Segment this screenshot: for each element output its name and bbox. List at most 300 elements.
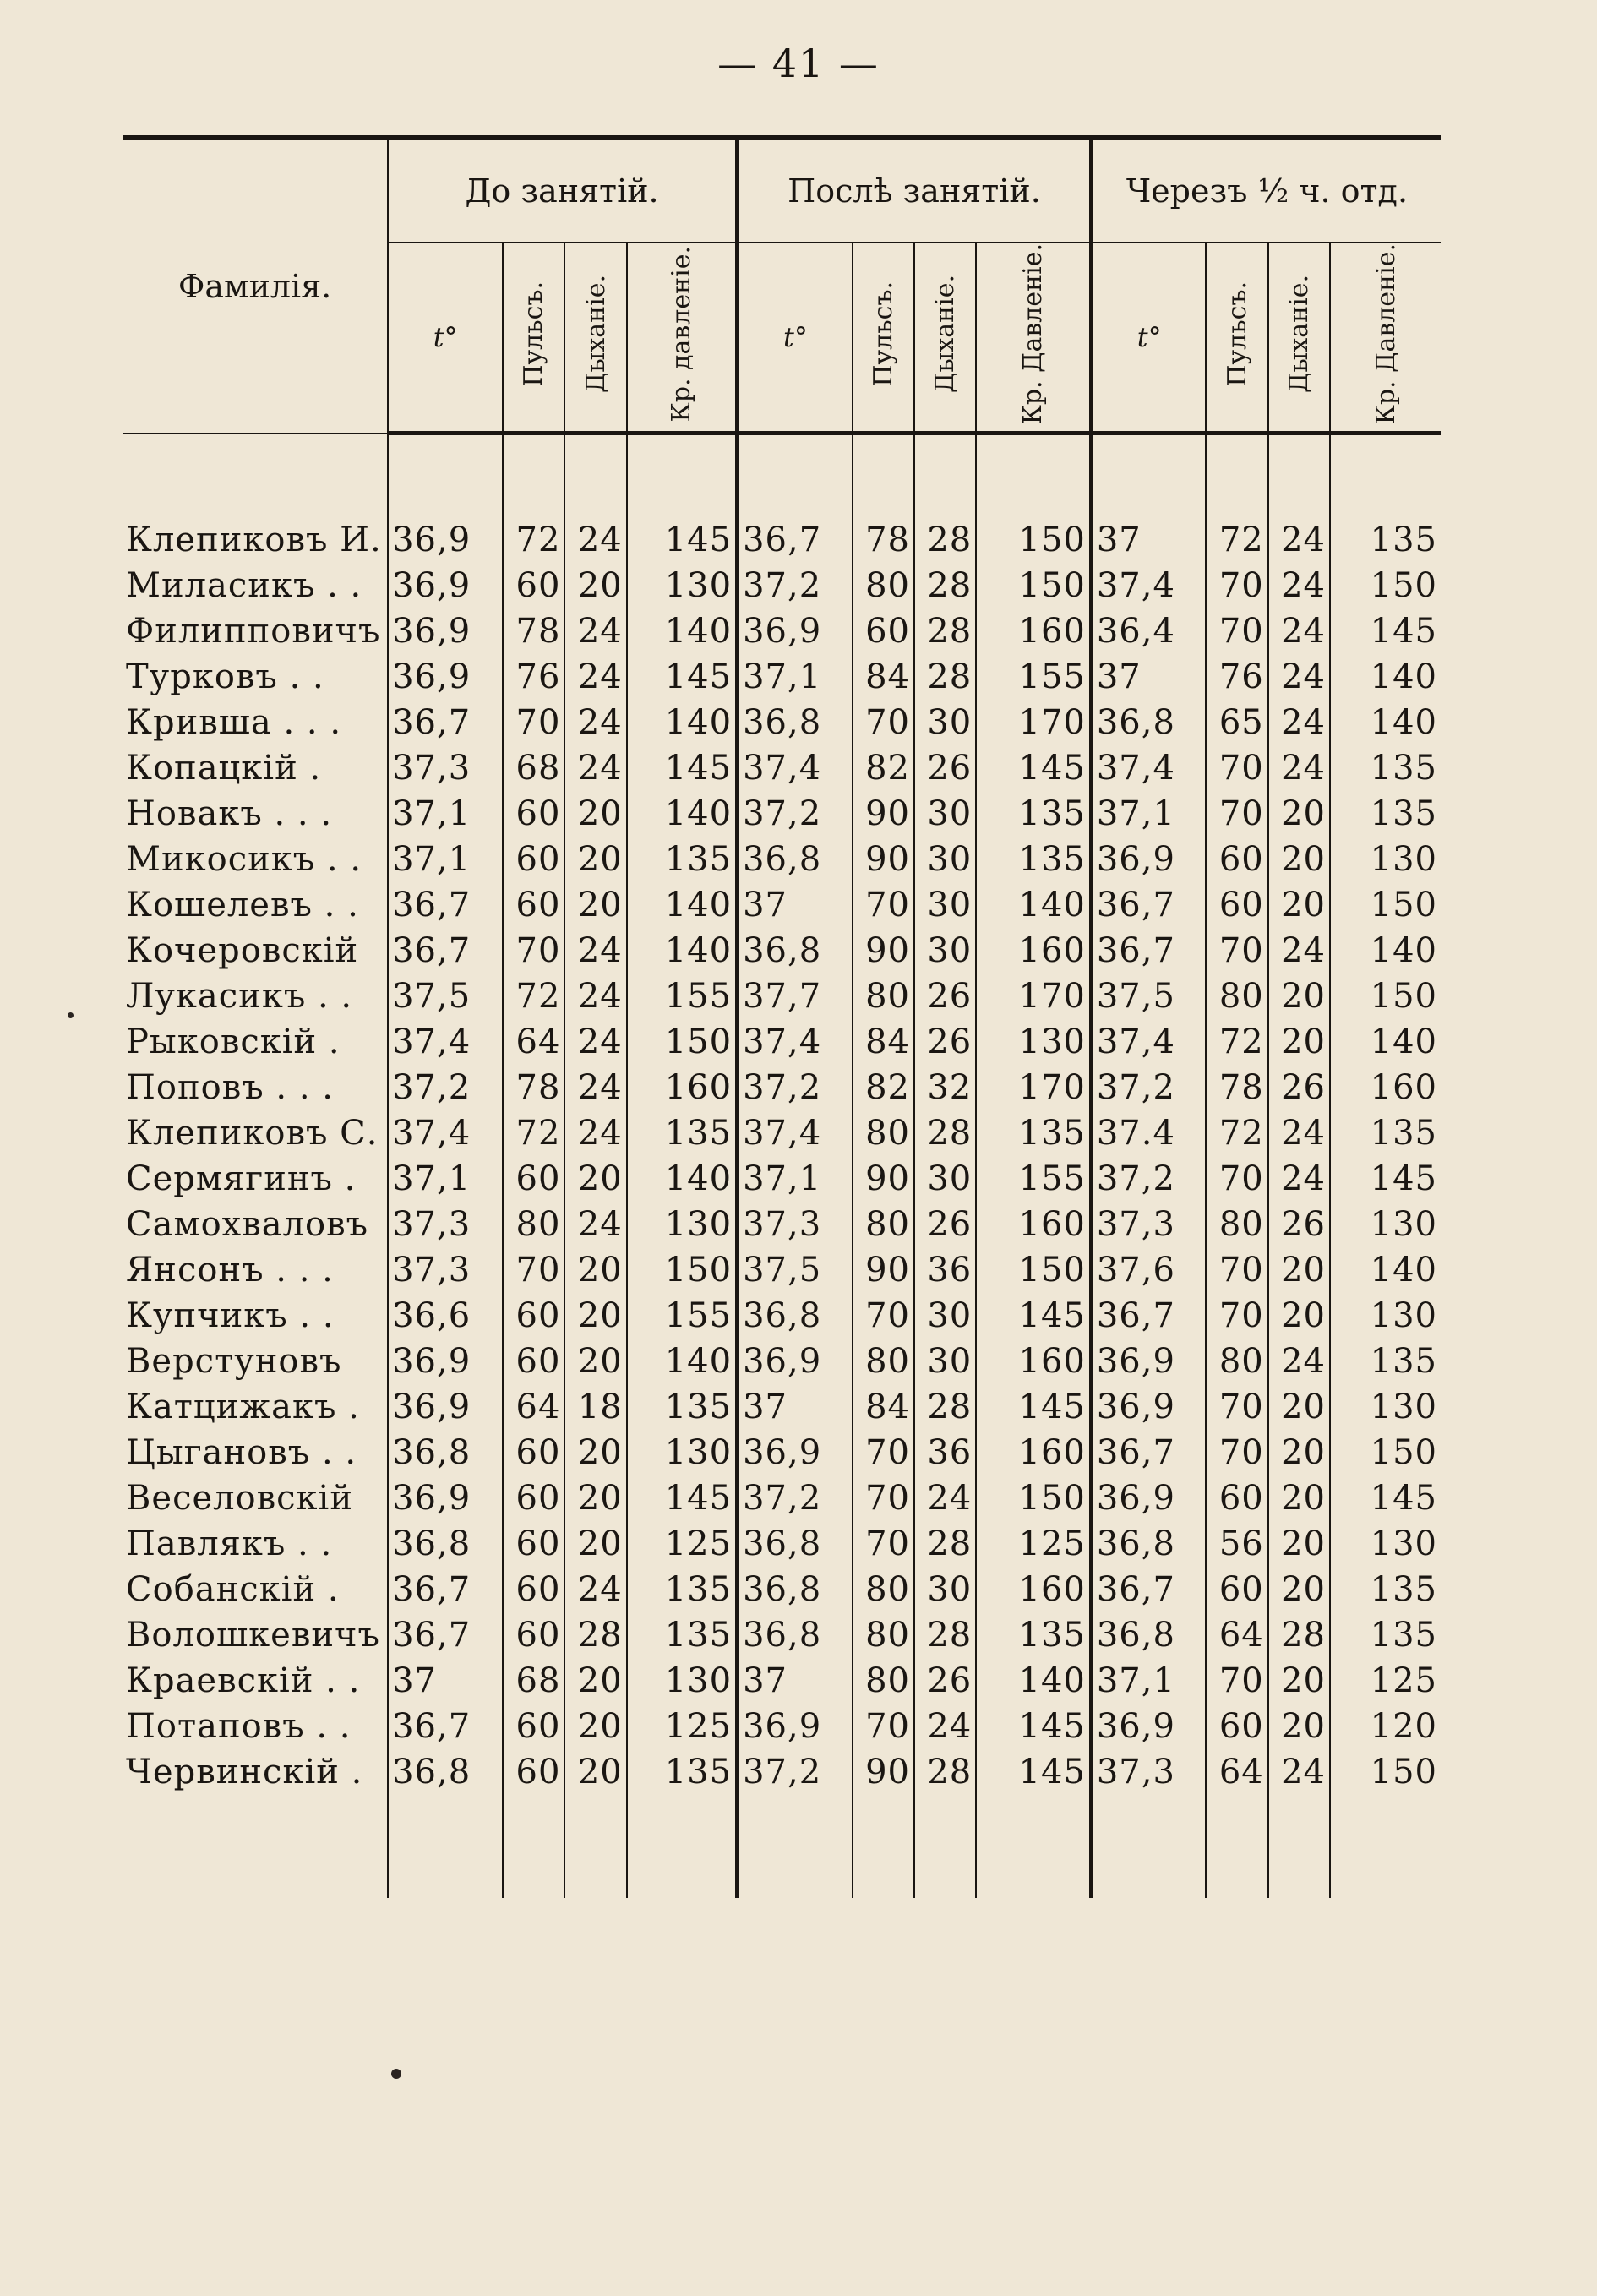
temp-after-cell: 36,9 <box>738 1704 853 1749</box>
pressure-rest-cell: 135 <box>1330 517 1441 563</box>
pressure-rest-cell: 150 <box>1330 563 1441 608</box>
pressure-after-cell: 150 <box>976 1247 1091 1293</box>
breath-after-cell: 28 <box>914 1521 976 1567</box>
surname-cell: Новакъ . . . <box>126 794 333 834</box>
ink-speck <box>68 1012 74 1018</box>
pressure-rest-cell: 135 <box>1330 791 1441 837</box>
breath-after-cell: 28 <box>914 517 976 563</box>
table-row <box>123 563 1441 608</box>
pulse-after-cell: 80 <box>853 1612 914 1658</box>
pulse-after-cell: 70 <box>853 700 914 745</box>
breath-after-cell: 28 <box>914 608 976 654</box>
temp-after-cell: 37 <box>738 1384 853 1430</box>
surname-cell: Верстуновъ <box>126 1342 342 1382</box>
pulse-rest-cell: 56 <box>1206 1521 1267 1567</box>
breath-rest-cell: 24 <box>1268 608 1330 654</box>
surname-cell: Краевскій . . <box>126 1661 361 1701</box>
temp-before-cell: 37,4 <box>388 1019 503 1065</box>
breath-before-cell: 20 <box>564 882 626 928</box>
breath-after-cell: 30 <box>914 791 976 837</box>
temp-rest-cell: 36,7 <box>1091 1430 1206 1475</box>
breath-after-cell: 28 <box>914 563 976 608</box>
after-exercise-header: Послѣ занятій. <box>738 138 1092 243</box>
temp-after-cell: 37,5 <box>738 1247 853 1293</box>
table-row <box>123 1567 1441 1612</box>
pressure-after-cell: 150 <box>976 563 1091 608</box>
pressure-before-cell: 140 <box>627 791 738 837</box>
pulse-after-cell: 82 <box>853 1065 914 1110</box>
breath-after-cell: 32 <box>914 1065 976 1110</box>
pressure-rest-cell: 150 <box>1330 1749 1441 1795</box>
temp-rest-cell: 37 <box>1091 517 1206 563</box>
table-row <box>123 973 1441 1019</box>
temp-after-cell: 36,8 <box>738 928 853 973</box>
surname-cell: Самохваловъ <box>126 1205 369 1245</box>
table-row <box>123 1247 1441 1293</box>
breath-after-cell: 30 <box>914 1567 976 1612</box>
pulse-after-cell: 80 <box>853 1658 914 1704</box>
temp-rest-cell: 37,4 <box>1091 745 1206 791</box>
pulse-before-cell: 72 <box>503 973 564 1019</box>
pulse-rest-cell: 70 <box>1206 608 1267 654</box>
breath-after-cell: 30 <box>914 1339 976 1384</box>
breath-rest-cell: 24 <box>1268 1749 1330 1795</box>
pressure-rest-cell: 140 <box>1330 654 1441 700</box>
temp-before-cell: 37,1 <box>388 837 503 882</box>
breath-before-cell: 24 <box>564 1202 626 1247</box>
temp-rest-cell: 36,7 <box>1091 882 1206 928</box>
pulse-after-cell: 90 <box>853 1156 914 1202</box>
pulse-after-cell: 80 <box>853 1567 914 1612</box>
breath-after-cell: 30 <box>914 882 976 928</box>
pulse-rest-cell: 70 <box>1206 791 1267 837</box>
breath-rest-cell: 20 <box>1268 1658 1330 1704</box>
surname-cell: Кошелевъ . . <box>126 886 359 925</box>
surname-cell: Клепиковъ И. <box>126 521 382 560</box>
pressure-before-cell: 125 <box>627 1521 738 1567</box>
surname-cell: Сермягинъ . <box>126 1159 357 1199</box>
pressure-header-after: Кр. Давленіе. <box>976 243 1091 434</box>
breath-before-cell: 24 <box>564 1019 626 1065</box>
breath-after-cell: 26 <box>914 745 976 791</box>
temp-before-cell: 37,5 <box>388 973 503 1019</box>
pulse-before-cell: 60 <box>503 1475 564 1521</box>
temp-before-cell: 36,9 <box>388 563 503 608</box>
surname-cell: Катцижакъ . <box>126 1388 360 1427</box>
temp-before-cell: 37,3 <box>388 1247 503 1293</box>
breath-before-cell: 20 <box>564 837 626 882</box>
temp-rest-cell: 37,2 <box>1091 1156 1206 1202</box>
surname-cell: Турковъ . . <box>126 657 324 697</box>
breath-before-cell: 20 <box>564 1704 626 1749</box>
surname-column-header: Фамилія. <box>123 138 388 434</box>
temp-after-cell: 37,7 <box>738 973 853 1019</box>
breath-rest-cell: 20 <box>1268 837 1330 882</box>
breath-header-rest: Дыханіе. <box>1268 243 1330 434</box>
pulse-rest-cell: 64 <box>1206 1612 1267 1658</box>
temp-before-cell: 36,7 <box>388 700 503 745</box>
temp-after-cell: 37,2 <box>738 1749 853 1795</box>
pressure-after-cell: 135 <box>976 1612 1091 1658</box>
pulse-rest-cell: 80 <box>1206 1202 1267 1247</box>
temp-after-cell: 37,2 <box>738 791 853 837</box>
breath-rest-cell: 24 <box>1268 1110 1330 1156</box>
breath-before-cell: 20 <box>564 563 626 608</box>
breath-rest-cell: 20 <box>1268 973 1330 1019</box>
breath-before-cell: 24 <box>564 1065 626 1110</box>
breath-after-cell: 28 <box>914 1110 976 1156</box>
pressure-after-cell: 170 <box>976 973 1091 1019</box>
breath-before-cell: 20 <box>564 1475 626 1521</box>
pressure-rest-cell: 150 <box>1330 1430 1441 1475</box>
pulse-rest-cell: 72 <box>1206 1019 1267 1065</box>
temp-before-cell: 36,7 <box>388 882 503 928</box>
pressure-before-cell: 140 <box>627 1339 738 1384</box>
temp-after-cell: 37,2 <box>738 563 853 608</box>
pressure-after-cell: 145 <box>976 1749 1091 1795</box>
pulse-rest-cell: 70 <box>1206 928 1267 973</box>
temp-rest-cell: 36,9 <box>1091 1704 1206 1749</box>
pulse-rest-cell: 60 <box>1206 1475 1267 1521</box>
page-number: — 41 — <box>717 41 880 86</box>
pressure-before-cell: 135 <box>627 1749 738 1795</box>
pulse-rest-cell: 60 <box>1206 1567 1267 1612</box>
pressure-rest-cell: 130 <box>1330 1521 1441 1567</box>
temp-rest-cell: 37,2 <box>1091 1065 1206 1110</box>
table-row <box>123 837 1441 882</box>
pulse-before-cell: 80 <box>503 1202 564 1247</box>
pulse-rest-cell: 72 <box>1206 517 1267 563</box>
temp-rest-cell: 37,3 <box>1091 1202 1206 1247</box>
pressure-after-cell: 150 <box>976 517 1091 563</box>
temp-after-cell: 37 <box>738 1658 853 1704</box>
breath-rest-cell: 20 <box>1268 1384 1330 1430</box>
surname-cell: Лукасикъ . . <box>126 977 353 1017</box>
pressure-after-cell: 135 <box>976 837 1091 882</box>
pressure-rest-cell: 135 <box>1330 1612 1441 1658</box>
breath-after-cell: 28 <box>914 654 976 700</box>
breath-after-cell: 36 <box>914 1430 976 1475</box>
table-row <box>123 1110 1441 1156</box>
pressure-before-cell: 125 <box>627 1704 738 1749</box>
ink-speck <box>391 2069 401 2079</box>
breath-after-cell: 30 <box>914 837 976 882</box>
table-row <box>123 1704 1441 1749</box>
pressure-before-cell: 140 <box>627 700 738 745</box>
table-row <box>123 517 1441 563</box>
temp-before-cell: 36,9 <box>388 654 503 700</box>
pulse-rest-cell: 70 <box>1206 1430 1267 1475</box>
pulse-before-cell: 64 <box>503 1019 564 1065</box>
pressure-after-cell: 145 <box>976 1704 1091 1749</box>
pressure-after-cell: 145 <box>976 1293 1091 1339</box>
temp-before-cell: 36,9 <box>388 517 503 563</box>
table-top-spacer <box>123 434 1441 518</box>
temp-rest-cell: 36,7 <box>1091 1567 1206 1612</box>
temp-before-cell: 36,9 <box>388 608 503 654</box>
pulse-rest-cell: 70 <box>1206 1156 1267 1202</box>
table-row <box>123 1749 1441 1795</box>
table-row <box>123 1521 1441 1567</box>
temp-before-cell: 36,7 <box>388 928 503 973</box>
pulse-before-cell: 60 <box>503 1430 564 1475</box>
pressure-after-cell: 130 <box>976 1019 1091 1065</box>
temp-rest-cell: 36,9 <box>1091 1339 1206 1384</box>
surname-cell: Цыгановъ . . <box>126 1433 357 1473</box>
pulse-header-before: Пульсъ. <box>503 243 564 434</box>
surname-cell: Веселовскій <box>126 1479 354 1519</box>
breath-rest-cell: 24 <box>1268 700 1330 745</box>
temp-rest-cell: 37 <box>1091 654 1206 700</box>
breath-header-before: Дыханіе. <box>564 243 626 434</box>
temp-header-rest: t° <box>1091 243 1206 434</box>
breath-rest-cell: 20 <box>1268 1567 1330 1612</box>
breath-rest-cell: 24 <box>1268 654 1330 700</box>
pulse-rest-cell: 65 <box>1206 700 1267 745</box>
pressure-before-cell: 135 <box>627 1567 738 1612</box>
pressure-after-cell: 160 <box>976 1339 1091 1384</box>
temp-after-cell: 37,4 <box>738 1110 853 1156</box>
pulse-before-cell: 72 <box>503 517 564 563</box>
table-row <box>123 745 1441 791</box>
surname-cell: Павлякъ . . <box>126 1524 333 1564</box>
temp-rest-cell: 36,7 <box>1091 928 1206 973</box>
breath-rest-cell: 20 <box>1268 1475 1330 1521</box>
pulse-after-cell: 90 <box>853 1247 914 1293</box>
temp-after-cell: 36,9 <box>738 608 853 654</box>
breath-header-after: Дыханіе. <box>914 243 976 434</box>
surname-cell: Миласикъ . . <box>126 566 362 606</box>
pulse-after-cell: 80 <box>853 973 914 1019</box>
breath-rest-cell: 24 <box>1268 517 1330 563</box>
temp-rest-cell: 36,8 <box>1091 1521 1206 1567</box>
temp-before-cell: 37,1 <box>388 791 503 837</box>
breath-rest-cell: 20 <box>1268 1247 1330 1293</box>
temp-before-cell: 36,9 <box>388 1384 503 1430</box>
breath-before-cell: 20 <box>564 1749 626 1795</box>
pulse-before-cell: 70 <box>503 700 564 745</box>
pressure-before-cell: 155 <box>627 973 738 1019</box>
pulse-rest-cell: 80 <box>1206 973 1267 1019</box>
pressure-header-before: Кр. давленіе. <box>627 243 738 434</box>
pulse-after-cell: 80 <box>853 1110 914 1156</box>
temp-before-cell: 36,9 <box>388 1339 503 1384</box>
breath-before-cell: 20 <box>564 1247 626 1293</box>
surname-cell: Янсонъ . . . <box>126 1251 334 1290</box>
temp-before-cell: 36,7 <box>388 1704 503 1749</box>
pulse-after-cell: 90 <box>853 1749 914 1795</box>
pulse-header-after: Пульсъ. <box>853 243 914 434</box>
temp-after-cell: 37,3 <box>738 1202 853 1247</box>
pressure-after-cell: 160 <box>976 1567 1091 1612</box>
surname-cell: Потаповъ . . <box>126 1707 352 1747</box>
temp-before-cell: 37,3 <box>388 745 503 791</box>
pulse-before-cell: 68 <box>503 745 564 791</box>
pulse-after-cell: 90 <box>853 791 914 837</box>
pulse-rest-cell: 70 <box>1206 1293 1267 1339</box>
pulse-rest-cell: 70 <box>1206 1384 1267 1430</box>
breath-after-cell: 30 <box>914 700 976 745</box>
temp-before-cell: 36,8 <box>388 1521 503 1567</box>
pressure-before-cell: 130 <box>627 1202 738 1247</box>
breath-rest-cell: 28 <box>1268 1612 1330 1658</box>
pressure-rest-cell: 145 <box>1330 608 1441 654</box>
pressure-before-cell: 135 <box>627 1612 738 1658</box>
surname-cell: Купчикъ . . <box>126 1296 335 1336</box>
pulse-rest-cell: 70 <box>1206 1658 1267 1704</box>
pulse-before-cell: 64 <box>503 1384 564 1430</box>
breath-before-cell: 20 <box>564 1156 626 1202</box>
after-rest-header: Черезъ ½ ч. отд. <box>1091 138 1441 243</box>
breath-after-cell: 28 <box>914 1612 976 1658</box>
breath-before-cell: 24 <box>564 1567 626 1612</box>
pulse-before-cell: 60 <box>503 1339 564 1384</box>
temp-rest-cell: 37,4 <box>1091 1019 1206 1065</box>
pressure-before-cell: 135 <box>627 1110 738 1156</box>
temp-after-cell: 36,7 <box>738 517 853 563</box>
temp-rest-cell: 36,9 <box>1091 1475 1206 1521</box>
table-row <box>123 1384 1441 1430</box>
pressure-after-cell: 155 <box>976 654 1091 700</box>
temp-rest-cell: 37,6 <box>1091 1247 1206 1293</box>
pulse-rest-cell: 70 <box>1206 1247 1267 1293</box>
pressure-before-cell: 140 <box>627 1156 738 1202</box>
measurements-table <box>123 135 1441 1898</box>
breath-after-cell: 24 <box>914 1475 976 1521</box>
temp-after-cell: 36,8 <box>738 700 853 745</box>
breath-after-cell: 30 <box>914 928 976 973</box>
pressure-rest-cell: 130 <box>1330 1202 1441 1247</box>
pulse-rest-cell: 60 <box>1206 1704 1267 1749</box>
breath-before-cell: 24 <box>564 973 626 1019</box>
table-row <box>123 791 1441 837</box>
temp-after-cell: 37,1 <box>738 654 853 700</box>
pressure-header-rest: Кр. Давленіе. <box>1330 243 1441 434</box>
pulse-rest-cell: 70 <box>1206 745 1267 791</box>
table-row <box>123 1475 1441 1521</box>
pulse-after-cell: 80 <box>853 563 914 608</box>
pulse-before-cell: 78 <box>503 1065 564 1110</box>
breath-rest-cell: 20 <box>1268 1019 1330 1065</box>
temp-header-after: t° <box>738 243 853 434</box>
pressure-after-cell: 145 <box>976 745 1091 791</box>
pressure-before-cell: 145 <box>627 517 738 563</box>
table-row <box>123 654 1441 700</box>
pressure-rest-cell: 145 <box>1330 1156 1441 1202</box>
breath-before-cell: 24 <box>564 654 626 700</box>
pulse-rest-cell: 76 <box>1206 654 1267 700</box>
temp-after-cell: 36,8 <box>738 1567 853 1612</box>
pressure-after-cell: 140 <box>976 882 1091 928</box>
pressure-after-cell: 160 <box>976 928 1091 973</box>
pulse-before-cell: 60 <box>503 882 564 928</box>
breath-rest-cell: 24 <box>1268 745 1330 791</box>
breath-rest-cell: 24 <box>1268 928 1330 973</box>
pressure-after-cell: 155 <box>976 1156 1091 1202</box>
pulse-rest-cell: 60 <box>1206 837 1267 882</box>
pulse-after-cell: 70 <box>853 1704 914 1749</box>
table-row <box>123 928 1441 973</box>
table-row <box>123 1339 1441 1384</box>
breath-before-cell: 24 <box>564 745 626 791</box>
surname-cell: Копацкій . <box>126 749 322 788</box>
breath-before-cell: 24 <box>564 928 626 973</box>
pulse-rest-cell: 70 <box>1206 563 1267 608</box>
pressure-after-cell: 145 <box>976 1384 1091 1430</box>
pressure-rest-cell: 125 <box>1330 1658 1441 1704</box>
temp-rest-cell: 37.4 <box>1091 1110 1206 1156</box>
table-row <box>123 608 1441 654</box>
surname-cell: Червинскій . <box>126 1753 363 1792</box>
surname-cell: Собанскій . <box>126 1570 340 1610</box>
table-row <box>123 1065 1441 1110</box>
temp-rest-cell: 37,1 <box>1091 1658 1206 1704</box>
surname-cell: Кочеровскій <box>126 931 359 971</box>
breath-before-cell: 24 <box>564 1110 626 1156</box>
breath-before-cell: 20 <box>564 1658 626 1704</box>
pulse-after-cell: 78 <box>853 517 914 563</box>
table-bottom-spacer <box>123 1795 1441 1898</box>
breath-after-cell: 26 <box>914 1019 976 1065</box>
pulse-before-cell: 60 <box>503 1521 564 1567</box>
pressure-before-cell: 130 <box>627 563 738 608</box>
table-row <box>123 1019 1441 1065</box>
pressure-after-cell: 135 <box>976 791 1091 837</box>
temp-rest-cell: 36,4 <box>1091 608 1206 654</box>
pressure-before-cell: 150 <box>627 1019 738 1065</box>
pressure-after-cell: 160 <box>976 1202 1091 1247</box>
pulse-after-cell: 90 <box>853 837 914 882</box>
breath-after-cell: 30 <box>914 1156 976 1202</box>
pulse-before-cell: 70 <box>503 1247 564 1293</box>
surname-cell: Филипповичъ <box>126 612 381 652</box>
pressure-rest-cell: 150 <box>1330 882 1441 928</box>
temp-before-cell: 36,7 <box>388 1567 503 1612</box>
pressure-rest-cell: 140 <box>1330 1247 1441 1293</box>
pressure-before-cell: 130 <box>627 1658 738 1704</box>
pressure-before-cell: 130 <box>627 1430 738 1475</box>
pulse-before-cell: 60 <box>503 1749 564 1795</box>
temp-header-before: t° <box>388 243 503 434</box>
breath-after-cell: 36 <box>914 1247 976 1293</box>
temp-before-cell: 37 <box>388 1658 503 1704</box>
temp-after-cell: 37,2 <box>738 1065 853 1110</box>
surname-cell: Микосикъ . . <box>126 840 362 880</box>
temp-rest-cell: 36,8 <box>1091 1612 1206 1658</box>
breath-rest-cell: 24 <box>1268 1156 1330 1202</box>
surname-cell: Кривша . . . <box>126 703 342 743</box>
breath-rest-cell: 20 <box>1268 791 1330 837</box>
breath-rest-cell: 20 <box>1268 1704 1330 1749</box>
pulse-after-cell: 84 <box>853 1384 914 1430</box>
pulse-before-cell: 76 <box>503 654 564 700</box>
pressure-rest-cell: 130 <box>1330 1384 1441 1430</box>
pulse-before-cell: 68 <box>503 1658 564 1704</box>
pulse-after-cell: 82 <box>853 745 914 791</box>
pressure-after-cell: 160 <box>976 1430 1091 1475</box>
breath-rest-cell: 20 <box>1268 1293 1330 1339</box>
pulse-before-cell: 60 <box>503 563 564 608</box>
pulse-before-cell: 72 <box>503 1110 564 1156</box>
pulse-rest-cell: 64 <box>1206 1749 1267 1795</box>
breath-before-cell: 24 <box>564 608 626 654</box>
temp-rest-cell: 37,5 <box>1091 973 1206 1019</box>
breath-before-cell: 20 <box>564 1430 626 1475</box>
temp-before-cell: 36,8 <box>388 1749 503 1795</box>
pressure-after-cell: 170 <box>976 1065 1091 1110</box>
temp-before-cell: 37,1 <box>388 1156 503 1202</box>
pulse-after-cell: 84 <box>853 654 914 700</box>
